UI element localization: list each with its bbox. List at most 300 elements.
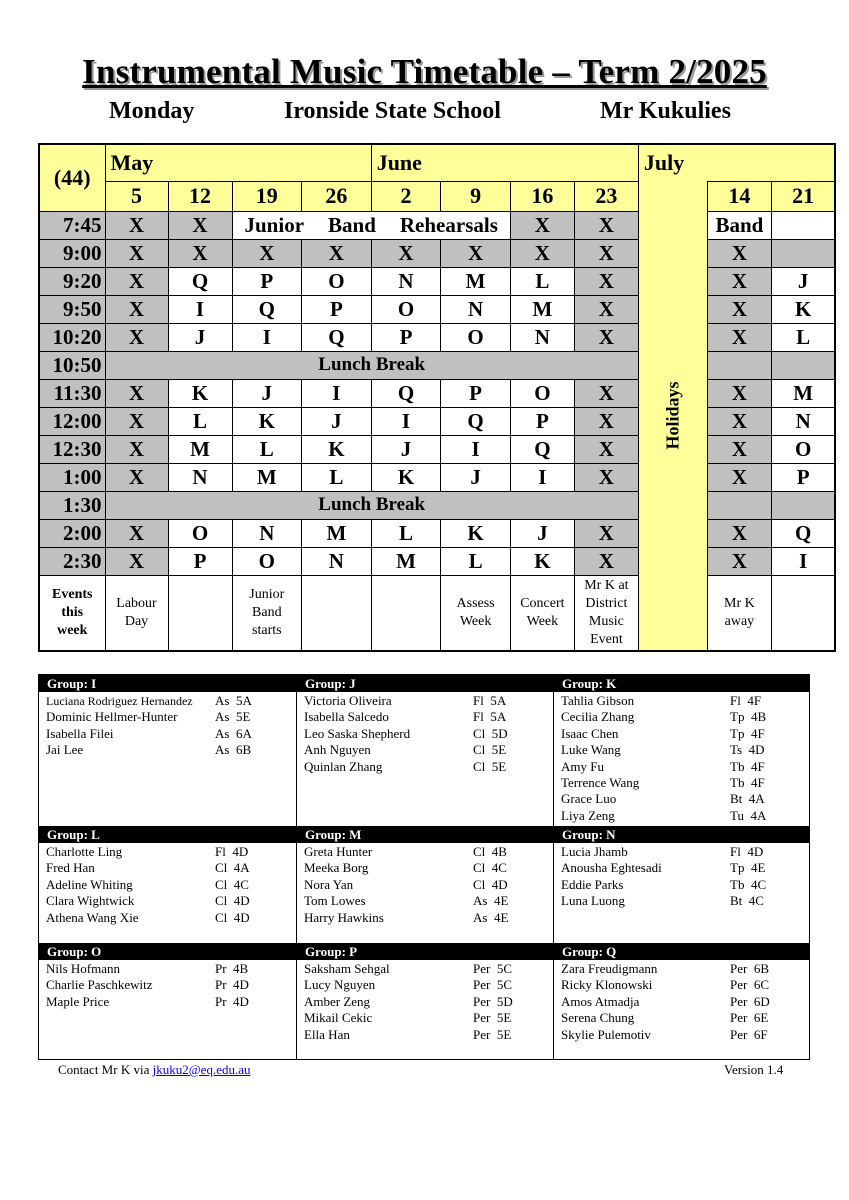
student-name: Luciana Rodriguez Hernandez [46,694,193,708]
lesson-cell: X [105,267,168,295]
timetable-row [39,435,835,463]
lesson-cell: J [302,407,372,435]
lesson-cell: Q [232,295,302,323]
lesson-cell: N [371,267,441,295]
student-name: Dominic Hellmer-Hunter [46,709,178,725]
group-header: Group: K [554,675,809,692]
event-line: Assess [456,595,495,611]
lesson-cell: X [574,463,638,491]
lesson-cell: K [302,435,372,463]
empty-cell [771,351,835,379]
lesson-cell: I [510,463,574,491]
lesson-cell: N [168,463,232,491]
student-row [39,860,296,876]
event-line: Day [124,613,149,629]
student-row [554,693,809,709]
event-cell [574,575,638,651]
school-name: Ironside State School [284,98,501,124]
lesson-cell: X [510,239,574,267]
student-instrument-class: Cl 4C [215,876,249,892]
lesson-cell: O [232,547,302,575]
student-name: Victoria Oliveira [304,693,392,708]
student-row [554,791,809,807]
lesson-cell: X [302,239,372,267]
lesson-cell: X [574,435,638,463]
student-row [554,709,809,725]
student-row [39,877,296,893]
lesson-cell: X [105,295,168,323]
date-cell: 26 [302,181,372,211]
lesson-cell: X [168,239,232,267]
time-cell: 1:30 [39,491,105,519]
student-row [39,726,296,742]
event-cell [105,575,168,651]
student-instrument-class: Per 5C [473,961,512,976]
lesson-cell: N [232,519,302,547]
lesson-cell: N [302,547,372,575]
event-cell [441,575,511,651]
lesson-cell: N [771,407,835,435]
group-section [296,826,553,943]
event-line: District [585,595,628,611]
lesson-cell: P [371,323,441,351]
lesson-cell: X [707,435,771,463]
student-row [39,709,296,725]
timetable [38,143,836,652]
timetable-row [39,351,835,379]
date-cell: 2 [371,181,441,211]
lesson-cell: N [441,295,511,323]
email-link[interactable]: jkuku2@eq.edu.au [152,1062,251,1077]
student-name: Liya Zeng [561,807,615,823]
student-instrument-class: Tp 4B [730,709,767,725]
lesson-cell: K [371,463,441,491]
student-name: Charlie Paschkewitz [46,977,153,993]
date-cell: 16 [510,181,574,211]
date-cell: 14 [707,181,771,211]
student-name: Nora Yan [304,876,354,892]
student-row [554,961,809,977]
student-instrument-class: As 4E [473,909,509,925]
student-instrument-class: Pr 4D [215,977,249,993]
lesson-cell: X [574,547,638,575]
lesson-cell: O [441,323,511,351]
event-cell [707,575,771,651]
empty-cell [707,351,771,379]
student-instrument-class: Bt 4A [730,791,765,807]
student-row [39,994,296,1010]
lesson-count: (44) [39,144,105,211]
student-instrument-class: Per 5E [473,1026,512,1042]
student-instrument-class: Fl 5A [473,709,507,725]
lesson-cell: X [168,211,232,239]
student-name: Tahlia Gibson [561,693,635,708]
lesson-cell: J [510,519,574,547]
group-header: Group: N [554,826,809,843]
lesson-cell: L [371,519,441,547]
lesson-cell: Q [510,435,574,463]
holidays-label: Holidays [662,381,683,450]
student-instrument-class: Per 5C [473,977,512,993]
group-section [553,675,809,826]
day-label: Monday [109,98,195,124]
group-header: Group: M [297,826,553,843]
time-cell: 9:00 [39,239,105,267]
lesson-cell: X [105,463,168,491]
time-cell: 12:30 [39,435,105,463]
time-cell: 10:20 [39,323,105,351]
group-section [39,943,296,1059]
student-instrument-class: Cl 5E [473,758,507,774]
lesson-cell: X [105,435,168,463]
student-name: Ella Han [304,1026,350,1042]
student-name: Terrence Wang [561,774,640,790]
student-row [297,709,553,725]
timetable-row [39,211,835,239]
student-instrument-class: Tp 4E [730,860,766,876]
events-label-line: Events [52,586,93,602]
student-name: Meeka Borg [304,860,369,876]
student-name: Tom Lowes [304,893,366,909]
group-section [553,826,809,943]
student-name: Mikail Cekic [304,1010,373,1026]
time-cell: 11:30 [39,379,105,407]
lesson-cell: L [510,267,574,295]
student-name: Maple Price [46,993,110,1009]
student-row [554,759,809,775]
student-instrument-class: Per 6B [730,961,769,976]
student-instrument-class: Per 6C [730,977,769,993]
student-row [554,893,809,909]
student-name: Cecilia Zhang [561,709,635,725]
student-instrument-class: Ts 4D [730,742,765,758]
timetable-row [39,491,835,519]
month-may: May [105,144,371,181]
lesson-cell: K [771,295,835,323]
events-label-line: week [57,622,88,638]
lesson-cell: I [371,407,441,435]
band-rehearsal-word: Junior [244,212,305,237]
lesson-cell: X [105,239,168,267]
lesson-cell: Q [771,519,835,547]
lesson-cell: X [574,407,638,435]
student-row [297,860,553,876]
student-instrument-class: Bt 4C [730,893,764,909]
lesson-cell: I [232,323,302,351]
group-section [296,943,553,1059]
lesson-cell: K [232,407,302,435]
page-title: Instrumental Music Timetable – Term 2/2025 [82,52,767,91]
lesson-cell: X [574,239,638,267]
group-section [296,675,553,826]
event-cell [510,575,574,651]
student-instrument-class: Per 5D [473,993,513,1009]
student-row [554,1027,809,1043]
student-name: Anh Nguyen [304,742,371,758]
student-instrument-class: Tb 4F [730,758,765,774]
event-cell [771,575,835,651]
student-instrument-class: Per 6E [730,1010,769,1026]
lesson-cell: X [574,211,638,239]
student-row [554,877,809,893]
student-name: Harry Hawkins [304,909,384,925]
student-row [39,693,296,709]
lesson-cell: K [441,519,511,547]
date-cell: 12 [168,181,232,211]
group-header: Group: L [39,826,296,843]
student-name: Ricky Klonowski [561,977,653,993]
lesson-cell: X [105,323,168,351]
student-name: Clara Wightwick [46,893,135,909]
time-cell: 7:45 [39,211,105,239]
student-row [297,726,553,742]
group-section [39,826,296,943]
lesson-cell: K [510,547,574,575]
lesson-cell: X [105,519,168,547]
lesson-cell: L [302,463,372,491]
lesson-cell: O [510,379,574,407]
lesson-cell: J [771,267,835,295]
lesson-cell: X [232,239,302,267]
student-instrument-class: Fl 4D [215,844,249,859]
lesson-cell: X [574,323,638,351]
lesson-cell: X [707,239,771,267]
lesson-cell: I [771,547,835,575]
lesson-cell: L [168,407,232,435]
event-line: Concert [520,595,565,611]
lesson-cell: I [168,295,232,323]
student-instrument-class: Tp 4F [730,725,765,741]
student-name: Isaac Chen [561,725,619,741]
lesson-cell: P [168,547,232,575]
lesson-cell: M [168,435,232,463]
lesson-cell: M [371,547,441,575]
student-name: Zara Freudigmann [561,961,658,976]
lesson-cell: M [771,379,835,407]
student-instrument-class: Cl 5D [473,725,508,741]
event-line: away [724,613,755,629]
student-instrument-class: As 6B [215,742,252,758]
version-label: Version 1.4 [724,1062,784,1077]
student-name: Luke Wang [561,742,621,758]
lesson-cell: X [574,519,638,547]
student-row [297,1027,553,1043]
lesson-cell: I [441,435,511,463]
lesson-cell: X [707,463,771,491]
student-instrument-class: As 4E [473,893,509,909]
lesson-cell: X [707,379,771,407]
timetable-row [39,239,835,267]
student-instrument-class: Per 6F [730,1026,768,1042]
time-cell: 1:00 [39,463,105,491]
student-row [554,808,809,824]
student-instrument-class: Cl 4C [473,860,507,876]
event-cell [302,575,372,651]
month-june: June [371,144,638,181]
event-cell [168,575,232,651]
date-cell: 9 [441,181,511,211]
lesson-cell: P [302,295,372,323]
timetable-row [39,323,835,351]
lesson-cell: Q [302,323,372,351]
student-row [39,961,296,977]
lesson-cell: X [707,547,771,575]
month-july: July [638,144,835,181]
lesson-cell [771,239,835,267]
student-row [297,910,553,926]
student-name: Amber Zeng [304,993,371,1009]
student-instrument-class: Pr 4B [215,961,249,976]
lesson-cell: I [302,379,372,407]
student-instrument-class: Per 5E [473,1010,512,1026]
student-instrument-class: Fl 5A [473,693,507,708]
lesson-cell: X [707,323,771,351]
band-rehearsal-word: Rehearsals [399,212,498,237]
student-name: Nils Hofmann [46,961,121,976]
lesson-cell: K [168,379,232,407]
student-row [39,893,296,909]
student-instrument-class: Fl 4D [730,844,764,859]
date-cell: 19 [232,181,302,211]
student-instrument-class: As 5E [215,709,251,725]
holidays-column [638,181,707,651]
event-line: Week [459,613,492,629]
timetable-row [39,407,835,435]
student-instrument-class: Cl 4D [473,876,508,892]
student-row [39,844,296,860]
timetable-row [39,295,835,323]
timetable-row [39,463,835,491]
lesson-cell: O [771,435,835,463]
student-name: Greta Hunter [304,844,373,859]
event-line: Band [252,604,282,620]
lesson-cell: X [707,295,771,323]
student-name: Leo Saska Shepherd [304,725,411,741]
student-instrument-class: Cl 4D [215,909,250,925]
group-section [39,675,296,826]
event-line: Mr K [724,595,755,611]
student-row [297,994,553,1010]
student-row [297,742,553,758]
student-name: Amos Atmadja [561,993,640,1009]
lesson-cell: N [510,323,574,351]
student-name: Fred Han [46,860,95,876]
student-instrument-class: Per 6D [730,993,770,1009]
lesson-cell: X [707,407,771,435]
student-instrument-class: Cl 5E [473,742,507,758]
lesson-cell: X [105,407,168,435]
student-instrument-class: As 5A [215,693,252,708]
time-cell: 9:50 [39,295,105,323]
lesson-cell: P [771,463,835,491]
band-rehearsal [232,211,510,239]
student-row [297,893,553,909]
student-name: Lucia Jhamb [561,844,628,859]
student-row [297,877,553,893]
lesson-cell: J [232,379,302,407]
lesson-cell: X [574,295,638,323]
lesson-cell: X [105,379,168,407]
student-name: Quinlan Zhang [304,758,383,774]
student-name: Athena Wang Xie [46,909,139,925]
student-row [39,742,296,758]
student-name: Isabella Filei [46,725,114,741]
event-cell [232,575,302,651]
contact-line [58,1062,251,1078]
events-label [39,575,105,651]
student-row [39,910,296,926]
event-line: Music [588,613,624,629]
student-instrument-class: Tb 4C [730,876,767,892]
date-cell: 21 [771,181,835,211]
student-name: Amy Fu [561,758,604,774]
lesson-cell: O [371,295,441,323]
groups-panel [38,674,810,1060]
lesson-cell: X [105,211,168,239]
lesson-cell: O [302,267,372,295]
event-line: starts [252,622,282,638]
lesson-cell: M [302,519,372,547]
time-cell: 10:50 [39,351,105,379]
lesson-cell: X [707,267,771,295]
student-row [297,1010,553,1026]
lesson-cell: X [371,239,441,267]
lesson-cell: J [168,323,232,351]
timetable-row [39,519,835,547]
student-name: Luna Luong [561,893,625,909]
events-label-line: this [61,604,84,620]
lesson-cell: L [441,547,511,575]
event-line: Week [526,613,559,629]
student-row [297,961,553,977]
lesson-cell: P [232,267,302,295]
student-name: Saksham Sehgal [304,961,390,976]
student-name: Anousha Eghtesadi [561,860,662,876]
timetable-row [39,547,835,575]
time-cell: 2:30 [39,547,105,575]
lesson-cell: Q [371,379,441,407]
student-name: Adeline Whiting [46,876,133,892]
student-name: Lucy Nguyen [304,977,376,993]
event-line: Mr K at [584,577,629,593]
lesson-cell: J [441,463,511,491]
student-row [554,994,809,1010]
student-row [554,1010,809,1026]
lesson-cell: L [232,435,302,463]
lesson-cell: X [510,211,574,239]
contact-text: Contact Mr K via [58,1062,153,1077]
lesson-cell: X [707,519,771,547]
lunch-break: Lunch Break [105,491,638,519]
student-instrument-class: Fl 4F [730,693,762,708]
student-row [554,726,809,742]
student-row [297,844,553,860]
lesson-cell: P [510,407,574,435]
student-instrument-class: Pr 4D [215,993,249,1009]
student-row [39,977,296,993]
lesson-cell: P [441,379,511,407]
lesson-cell: Q [168,267,232,295]
student-instrument-class: Cl 4B [473,844,507,859]
event-line: Event [590,631,623,647]
student-instrument-class: Tb 4F [730,774,765,790]
teacher-name: Mr Kukulies [600,98,731,124]
lesson-cell: X [574,267,638,295]
lesson-cell: O [168,519,232,547]
date-cell: 5 [105,181,168,211]
lesson-cell: X [574,379,638,407]
lesson-cell: L [771,323,835,351]
